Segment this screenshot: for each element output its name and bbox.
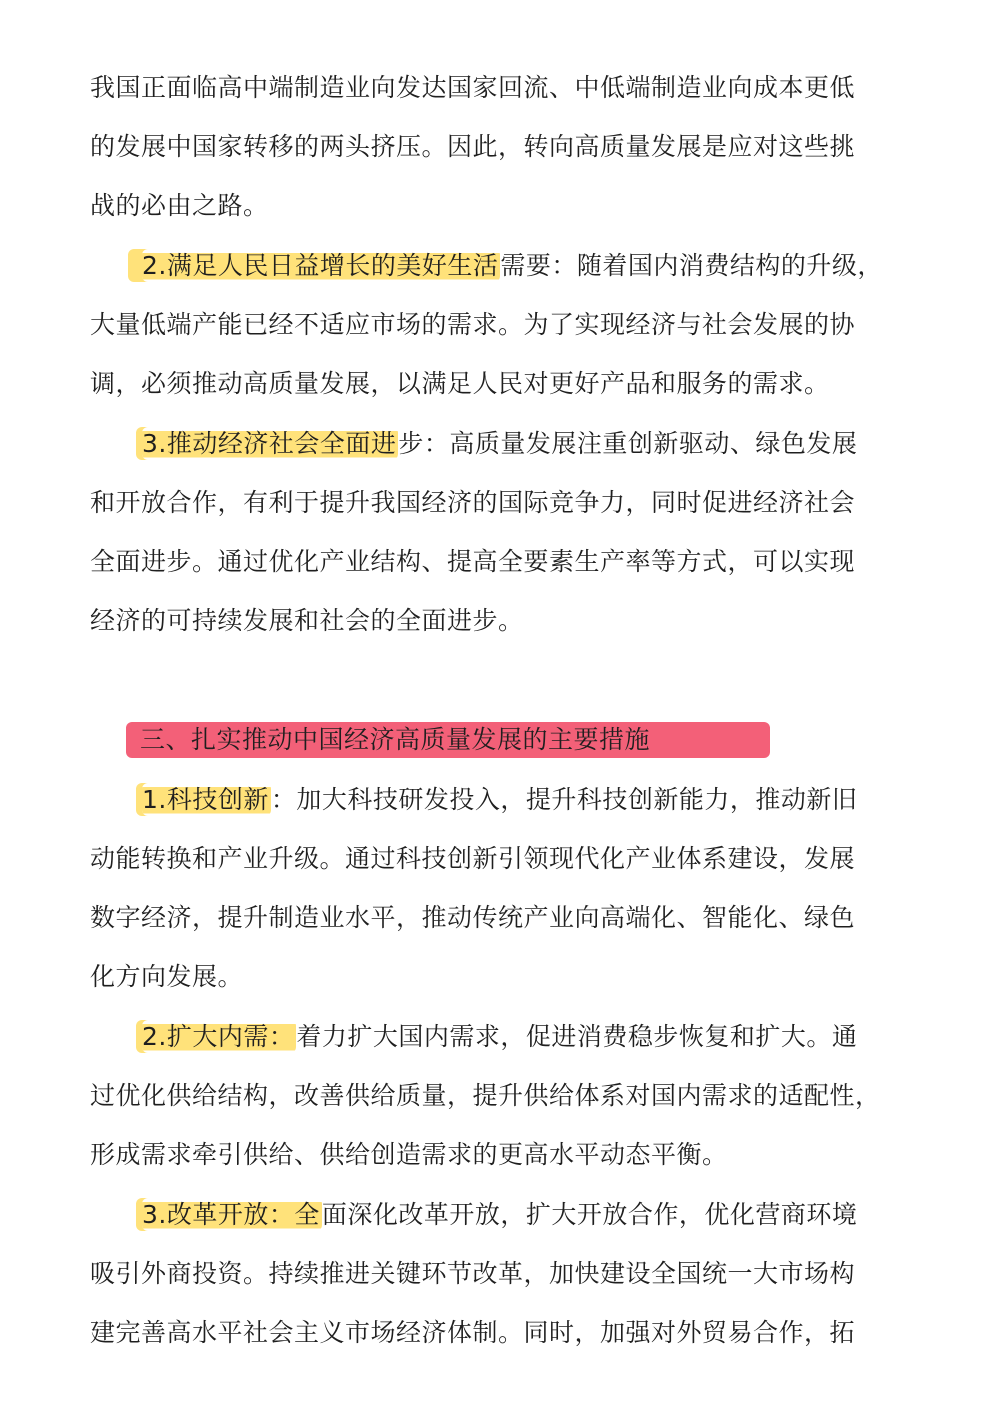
highlight-heading: 2.扩大内需： — [142, 1022, 295, 1051]
measure-2-line-1-text: 着力扩大国内需求，促进消费稳步恢复和扩大。通 — [296, 1022, 858, 1051]
paragraph-1-line-3: 战的必由之路。 — [90, 191, 269, 220]
measure-2-line-3: 形成需求牵引供给、供给创造需求的更高水平动态平衡。 — [90, 1140, 728, 1169]
paragraph-3-line-3: 全面进步。通过优化产业结构、提高全要素生产率等方式，可以实现 — [90, 547, 856, 576]
highlight-heading: 1.科技创新 — [142, 785, 269, 814]
paragraph-3-line-1-text: 步：高质量发展注重创新驱动、绿色发展 — [398, 429, 858, 458]
measure-3-line-2: 吸引外商投资。持续推进关键环节改革，加快建设全国统一大市场构 — [90, 1259, 856, 1288]
section-heading: 三、扎实推动中国经济高质量发展的主要措施 — [140, 725, 651, 754]
highlight-heading: 3.改革开放：全 — [142, 1200, 320, 1229]
paragraph-2-line-3: 调，必须推动高质量发展，以满足人民对更好产品和服务的需求。 — [90, 369, 830, 398]
paragraph-2-line-2: 大量低端产能已经不适应市场的需求。为了实现经济与社会发展的协 — [90, 310, 856, 339]
paragraph-2-line-1 — [142, 246, 892, 286]
measure-1-line-1-text: ：加大科技研发投入，提升科技创新能力，推动新旧 — [270, 785, 858, 814]
measure-1-line-4: 化方向发展。 — [90, 962, 244, 991]
paragraph-3-line-2: 和开放合作，有利于提升我国经济的国际竞争力，同时促进经济社会 — [90, 488, 856, 517]
paragraph-3-line-1 — [142, 424, 892, 464]
measure-2-line-1 — [142, 1017, 892, 1057]
paragraph-3-line-4: 经济的可持续发展和社会的全面进步。 — [90, 606, 524, 635]
paragraph-2-line-1-text: 需要：随着国内消费结构的升级， — [500, 251, 883, 280]
measure-3-line-3: 建完善高水平社会主义市场经济体制。同时，加强对外贸易合作，拓 — [90, 1318, 856, 1347]
measure-1-line-1 — [142, 780, 892, 820]
measure-1-line-3: 数字经济，提升制造业水平，推动传统产业向高端化、智能化、绿色 — [90, 903, 856, 932]
highlight-heading: 3.推动经济社会全面进 — [142, 429, 397, 458]
measure-2-line-2: 过优化供给结构，改善供给质量，提升供给体系对国内需求的适配性， — [90, 1081, 881, 1110]
measure-1-line-2: 动能转换和产业升级。通过科技创新引领现代化产业体系建设，发展 — [90, 844, 856, 873]
highlight-heading: 2.满足人民日益增长的美好生活 — [142, 251, 499, 280]
paragraph-1-line-1: 我国正面临高中端制造业向发达国家回流、中低端制造业向成本更低 — [90, 73, 856, 102]
measure-3-line-1-text: 面深化改革开放，扩大开放合作，优化营商环境 — [321, 1200, 858, 1229]
paragraph-1-line-2: 的发展中国家转移的两头挤压。因此，转向高质量发展是应对这些挑 — [90, 132, 856, 161]
measure-3-line-1 — [142, 1195, 892, 1235]
